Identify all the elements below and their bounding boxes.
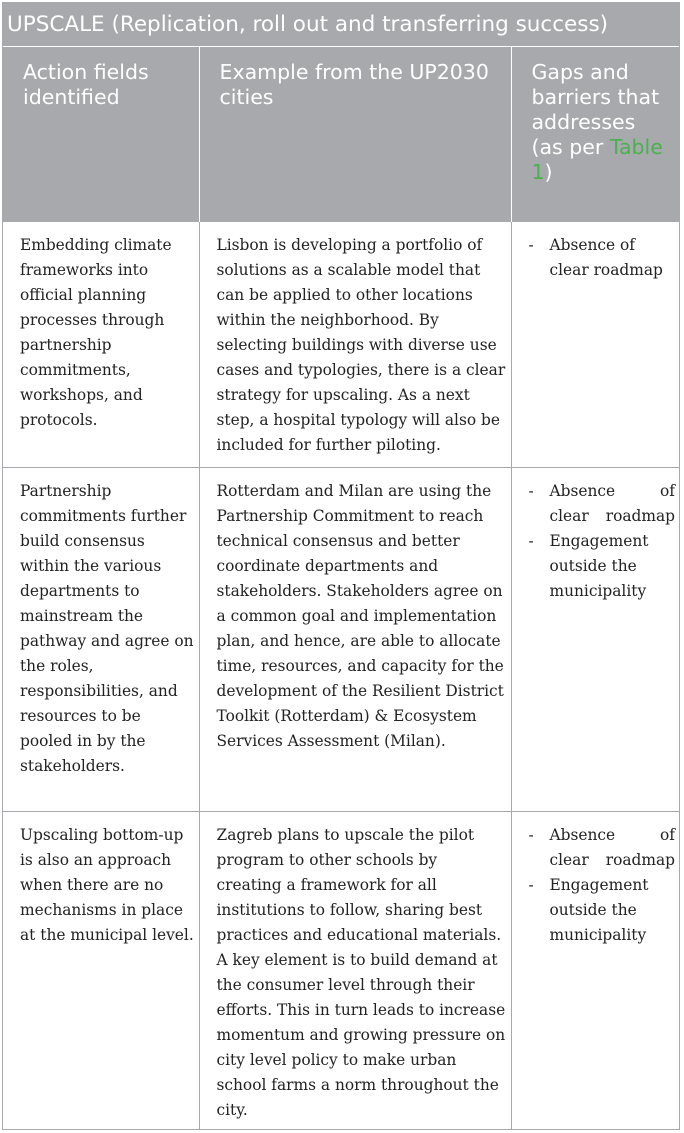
- gaps-list: [529, 233, 676, 283]
- gap-item: - Engagement outside the municipality: [529, 529, 676, 604]
- table-body: [3, 47, 679, 1130]
- gap-item: - Absence of clear roadmap: [529, 479, 676, 529]
- gaps-cell: [511, 811, 679, 1130]
- gap-item: - Engagement outside the municipality: [529, 873, 676, 948]
- gaps-list: [529, 823, 676, 948]
- gaps-list: [529, 479, 676, 604]
- gaps-cell: [511, 222, 679, 467]
- header-gaps-suffix: ): [544, 160, 553, 184]
- header-row: [3, 47, 679, 222]
- header-gaps: [511, 47, 679, 222]
- table-1-link[interactable]: Table 1: [531, 135, 663, 184]
- gaps-cell: [511, 467, 679, 811]
- example-cell: Rotterdam and Milan are using the Partnership Commitment to reach technical consensus and better coordinate departments and stakeholders. Stakeholders agree on a common goal and implementation plan, and hence, are able to allocate time, resources, and capacity for the development of the Resilient District Toolkit (Rotterdam) & Ecosystem Services Assessment (Milan).: [199, 467, 511, 811]
- table-row: [3, 467, 679, 811]
- action-cell: Embedding climate frameworks into official planning processes through partnership commitments, workshops, and protocols.: [3, 222, 199, 467]
- header-gaps-prefix: Gaps and barriers that addresses (as per: [531, 60, 660, 159]
- action-cell: Partnership commitments further build consensus within the various departments to mainstream the pathway and agree on the roles, responsibilities, and resources to be pooled in by the stakeholders.: [3, 467, 199, 811]
- gap-item: - Absence of clear roadmap: [529, 823, 676, 873]
- table-title: UPSCALE (Replication, roll out and transferring success): [3, 3, 679, 47]
- action-cell: Upscaling bottom-up is also an approach when there are no mechanisms in place at the municipal level.: [3, 811, 199, 1130]
- header-example: Example from the UP2030 cities: [199, 47, 511, 222]
- table-row: [3, 222, 679, 467]
- upscale-table: [2, 2, 680, 1130]
- gap-item: - Absence of clear roadmap: [529, 233, 676, 283]
- example-cell: Lisbon is developing a portfolio of solutions as a scalable model that can be applied to other locations within the neighborhood. By selecting buildings with diverse use cases and typologies, there is a clear strategy for upscaling. As a next step, a hospital typology will also be included for further piloting.: [199, 222, 511, 467]
- header-action-fields: Action fields identified: [3, 47, 199, 222]
- table-row: [3, 811, 679, 1130]
- example-cell: Zagreb plans to upscale the pilot program to other schools by creating a framework for all institutions to follow, sharing best practices and educational materials. A key element is to build demand at the consumer level through their efforts. This in turn leads to increase momentum and growing pressure on city level policy to make urban school farms a norm throughout the city.: [199, 811, 511, 1130]
